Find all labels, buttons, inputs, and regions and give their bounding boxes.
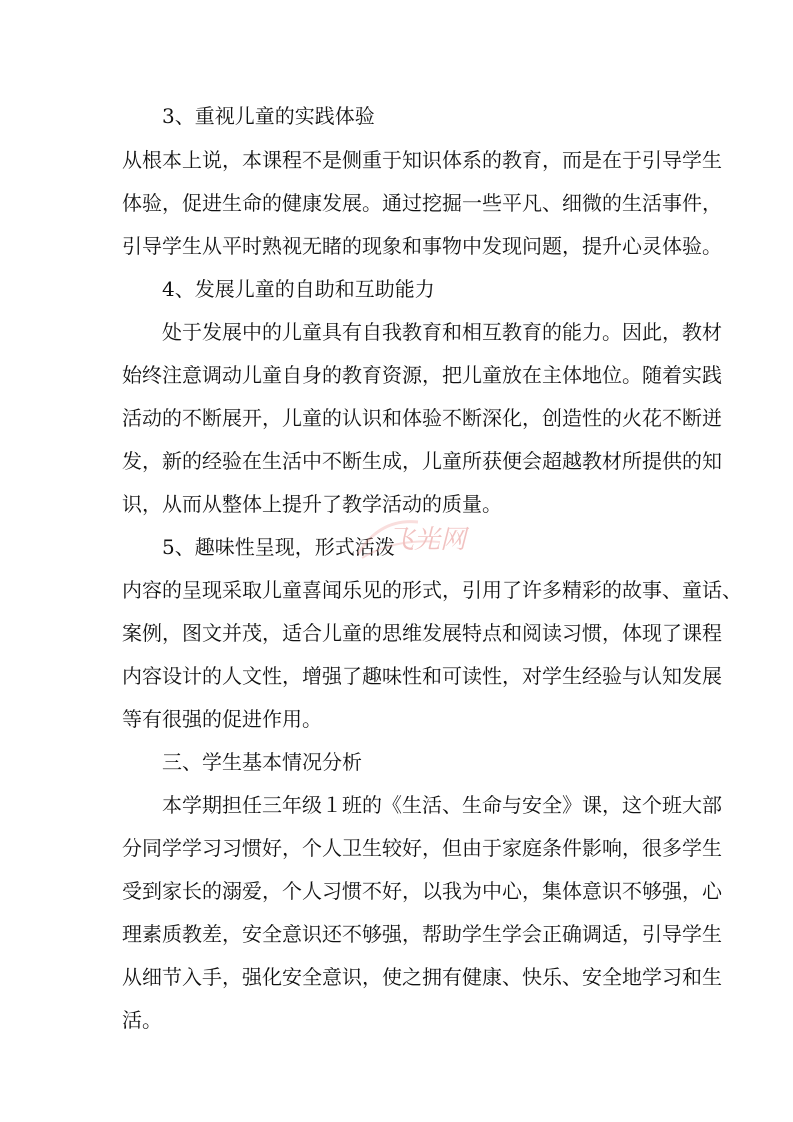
heading-practice-experience: 3、重视儿童的实践体验	[162, 104, 375, 128]
paragraph-line: 发，新的经验在生活中不断生成，儿童所获便会超越教材所提供的知	[122, 449, 722, 473]
paragraph-line: 内容设计的人文性，增强了趣味性和可读性，对学生经验与认知发展	[122, 664, 722, 688]
paragraph-line: 本学期担任三年级１班的《生活、生命与安全》课，这个班大部	[162, 793, 722, 817]
paragraph-line: 从细节入手，强化安全意识，使之拥有健康、快乐、安全地学习和生	[122, 965, 722, 989]
paragraph-line: 识，从而从整体上提升了教学活动的质量。	[122, 492, 502, 516]
heading-student-analysis: 三、学生基本情况分析	[162, 750, 362, 774]
paragraph-line: 体验，促进生命的健康发展。通过挖掘一些平凡、细微的生活事件，	[122, 191, 722, 215]
paragraph-line: 始终注意调动儿童自身的教育资源，把儿童放在主体地位。随着实践	[122, 363, 722, 387]
paragraph-line: 案例，图文并茂，适合儿童的思维发展特点和阅读习惯，体现了课程	[122, 621, 722, 645]
paragraph-line: 处于发展中的儿童具有自我教育和相互教育的能力。因此，教材	[162, 320, 722, 344]
paragraph-line: 受到家长的溺爱，个人习惯不好，以我为中心，集体意识不够强，心	[122, 879, 722, 903]
paragraph-line: 活。	[122, 1008, 162, 1032]
watermark-text: 飞光网	[388, 524, 467, 554]
paragraph-line: 活动的不断展开，儿童的认识和体验不断深化，创造性的火花不断迸	[122, 406, 722, 430]
paragraph-line: 等有很强的促进作用。	[122, 707, 322, 731]
heading-interesting-presentation: 5、趣味性呈现，形式活泼	[162, 535, 395, 559]
paragraph-line: 内容的呈现采取儿童喜闻乐见的形式，引用了许多精彩的故事、童话、	[122, 578, 742, 602]
heading-self-help-ability: 4、发展儿童的自助和互助能力	[162, 277, 435, 301]
watermark-logo	[340, 508, 470, 568]
paragraph-line: 从根本上说，本课程不是侧重于知识体系的教育，而是在于引导学生	[122, 148, 722, 172]
paragraph-line: 引导学生从平时熟视无睹的现象和事物中发现问题，提升心灵体验。	[122, 234, 722, 258]
paragraph-line: 分同学学习习惯好，个人卫生较好，但由于家庭条件影响，很多学生	[122, 836, 722, 860]
paragraph-line: 理素质教差，安全意识还不够强，帮助学生学会正确调适，引导学生	[122, 922, 722, 946]
